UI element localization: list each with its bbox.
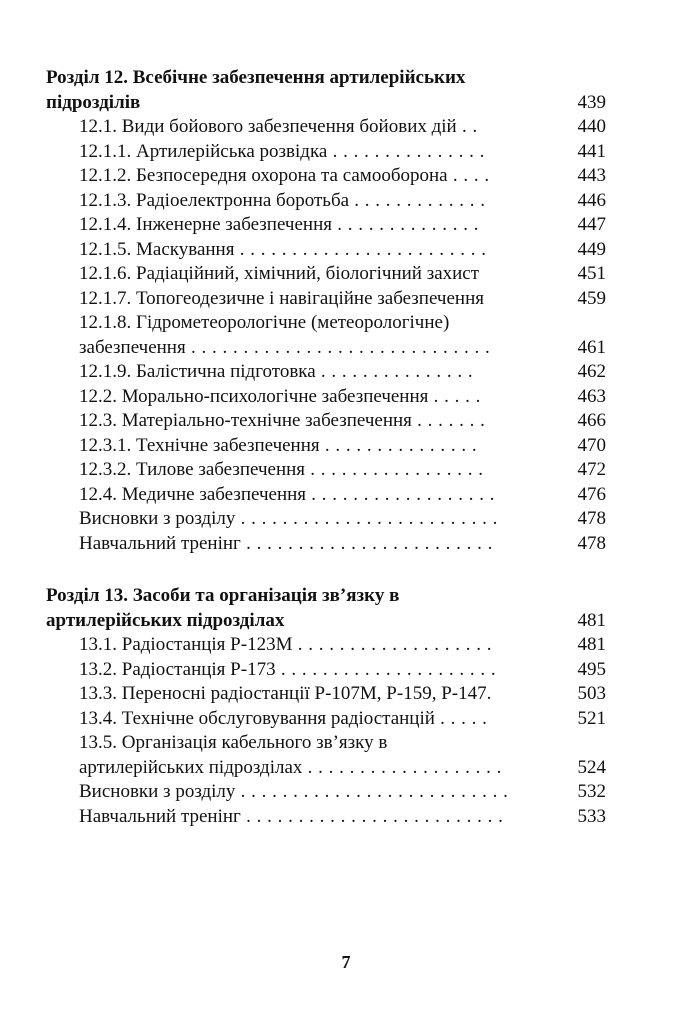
toc-entry[interactable] [46, 780, 606, 805]
section-title [46, 66, 606, 91]
toc-entry-title: 12.1.4. Інженерне забезпечення [79, 214, 332, 235]
toc-entry-title: 13.5. Організація кабельного зв’язку в [79, 732, 388, 753]
toc-entry-text [46, 239, 486, 260]
toc-entry-title: 12.1.8. Гідрометеорологічне (метеорологічне) [79, 312, 450, 333]
toc-entry-page: 476 [577, 483, 606, 505]
toc-entry-text [46, 288, 484, 309]
section-page-number: 481 [577, 609, 606, 631]
toc-entry-page: 447 [577, 214, 606, 235]
toc-entry-text [46, 634, 492, 655]
toc-entry-text [46, 190, 486, 211]
toc-entry[interactable] [46, 360, 606, 385]
toc-entry-text [46, 410, 485, 431]
toc-entry-text [46, 459, 484, 480]
section-title-continuation [46, 609, 606, 634]
toc-entry-title: 12.1. Види бойового забезпечення бойових дій [79, 116, 457, 137]
toc-entry-title: 12.3.2. Тилове забезпечення [79, 459, 306, 480]
dot-leader: . . . . . . . . . . . . . . . . . . . [302, 756, 502, 778]
dot-leader: . . . . . . . . . . . . . . . . . . . . . . . . . [235, 508, 498, 529]
toc-entry[interactable] [46, 311, 606, 336]
toc-entry-page: 461 [577, 336, 606, 358]
toc-entry-text [46, 806, 503, 827]
toc-entry[interactable] [46, 756, 606, 781]
dot-leader: . . . . . . . . . . . . . . . . . . [306, 483, 496, 505]
toc-entry-title: 12.1.5. Маскування [79, 238, 235, 260]
toc-entry-text [46, 361, 473, 382]
toc-entry-title: 12.1.9. Балістична підготовка [79, 361, 316, 382]
dot-leader: . . . . . . . . . . . . . . [331, 214, 479, 235]
dot-leader: . . . . . . . . . . . . . . . . . . . . . . . . [234, 238, 487, 260]
toc-entry-title: 12.2. Морально-психологічне забезпечення [79, 385, 429, 407]
toc-entry-title: 12.1.6. Радіаційний, хімічний, біологічний захист [79, 263, 480, 284]
toc-entry-title: 12.1.3. Радіоелектронна боротьба [79, 189, 350, 211]
toc-entry-text [46, 781, 508, 802]
toc-entry-text [46, 386, 481, 407]
dot-leader: . . . . . . . . . . . . . . . . . . . . . . . . . . . . . [185, 336, 491, 358]
toc-entry[interactable] [46, 213, 606, 238]
toc-entry-title: артилерійських підрозділах [79, 756, 303, 778]
toc-entry[interactable] [46, 262, 606, 287]
toc-entry[interactable] [46, 507, 606, 532]
toc-entry[interactable] [46, 409, 606, 434]
section-title-text: Розділ 12. Всебічне забезпечення артилерійських [46, 67, 466, 88]
dot-leader: . . . . . . . . . . . . . . . . . . . . . [275, 658, 497, 680]
page-number: 7 [341, 952, 351, 972]
toc-entry-title: 12.4. Медичне забезпечення [79, 483, 307, 505]
toc-entry[interactable] [46, 115, 606, 140]
toc-entry-page: 463 [577, 385, 606, 407]
toc-entry-title: Висновки з розділу [79, 781, 236, 802]
toc-entry[interactable] [46, 336, 606, 361]
section-title-continuation [46, 91, 606, 116]
toc-entry-page: 521 [577, 707, 606, 729]
section-title-text: Розділ 13. Засоби та організація зв’язку в [46, 585, 400, 606]
toc-entry[interactable] [46, 238, 606, 263]
toc-entry[interactable] [46, 532, 606, 557]
toc-entry-text [46, 732, 387, 753]
toc-entry-title: Навчальний тренінг [79, 805, 241, 827]
toc-entry-page: 440 [577, 116, 606, 137]
toc-entry-title: 12.1.7. Топогеодезичне і навігаційне забезпечення [79, 287, 484, 309]
toc-entry-title: забезпечення [79, 336, 186, 358]
toc-entry-text [46, 683, 491, 704]
toc-entry-text [46, 165, 490, 186]
toc-entry-title: 12.1.1. Артилерійська розвідка [79, 140, 328, 162]
toc-entry-page: 481 [577, 634, 606, 655]
toc-entry[interactable] [46, 164, 606, 189]
toc-entry[interactable] [46, 434, 606, 459]
toc-entry[interactable] [46, 805, 606, 830]
toc-entry-text [46, 708, 487, 729]
dot-leader: . . . . . . . . . . . . . . . [319, 434, 478, 456]
toc-entry[interactable] [46, 633, 606, 658]
toc-entry-text [46, 214, 479, 235]
dot-leader: . . . . . . . . . . . . . . . . . . . [292, 634, 492, 655]
toc-entry-text [46, 757, 502, 778]
toc-entry-page: 495 [577, 658, 606, 680]
toc-entry-page: 478 [577, 508, 606, 529]
toc-entry[interactable] [46, 458, 606, 483]
toc-entry-page: 459 [577, 287, 606, 309]
toc-entry-text [46, 508, 498, 529]
toc-entry-page: 472 [577, 459, 606, 480]
section-title-text: артилерійських підрозділах [46, 609, 285, 631]
dot-leader: . . . . . [434, 707, 488, 729]
toc-entry[interactable] [46, 385, 606, 410]
toc-entry-title: 13.1. Радіостанція Р-123М [79, 634, 293, 655]
dot-leader: . . . . . . . . . . . . . . . [315, 361, 474, 382]
toc-entry-title: 12.3. Матеріально-технічне забезпечення [79, 410, 412, 431]
toc-entry-title: 13.3. Переносні радіостанції Р-107М, Р-159, Р-147. [79, 683, 492, 704]
toc-entry-text [46, 435, 477, 456]
toc-entry[interactable] [46, 731, 606, 756]
toc-entry-page: 466 [577, 410, 606, 431]
toc-entry-text [46, 116, 478, 137]
dot-leader: . . . . . . . . . . . . . . . . . . . . . . . . . [240, 805, 504, 827]
toc-entry-page: 451 [577, 263, 606, 284]
dot-leader: . . . . . . . . . . . . . . . . . . . . . . . . . . [235, 781, 509, 802]
toc-entry-text [46, 337, 490, 358]
section-title [46, 584, 606, 609]
toc-entry-title: 12.3.1. Технічне забезпечення [79, 434, 320, 456]
toc-entry[interactable] [46, 483, 606, 508]
toc-entry[interactable] [46, 189, 606, 214]
toc-entry-text [46, 312, 449, 333]
toc-entry-text [46, 484, 495, 505]
toc-entry-title: 13.4. Технічне обслуговування радіостанцій [79, 707, 435, 729]
toc-entry-page: 443 [577, 165, 606, 186]
toc-entry-text [46, 659, 496, 680]
toc-entry-page: 441 [577, 140, 606, 162]
toc-entry-title: Висновки з розділу [79, 508, 236, 529]
dot-leader: . . [456, 116, 478, 137]
toc-entry-title: 13.2. Радіостанція Р-173 [79, 658, 276, 680]
toc-entry-page: 446 [577, 189, 606, 211]
dot-leader: . . . . [447, 165, 490, 186]
toc-entry-page: 478 [577, 532, 606, 554]
dot-leader: . . . . . . . . . . . . . [349, 189, 486, 211]
toc-entry-page: 533 [577, 805, 606, 827]
toc-entry[interactable] [46, 707, 606, 732]
toc-entry-text [46, 263, 479, 284]
toc-entry-title: 12.1.2. Безпосередня охорона та самооборона [79, 165, 448, 186]
dot-leader: . . . . . . . [411, 410, 486, 431]
toc-entry-page: 470 [577, 434, 606, 456]
toc-entry-title: Навчальний тренінг [79, 532, 241, 554]
toc-entry[interactable] [46, 140, 606, 165]
toc-entry-page: 503 [577, 683, 606, 704]
toc-entry-page: 449 [577, 238, 606, 260]
dot-leader: . . . . . . . . . . . . . . . [327, 140, 485, 162]
toc-entry-page: 462 [577, 361, 606, 382]
table-of-contents [46, 66, 606, 829]
toc-entry[interactable] [46, 682, 606, 707]
section-page-number: 439 [577, 91, 606, 113]
section-gap [46, 556, 606, 584]
toc-entry[interactable] [46, 658, 606, 683]
toc-entry-page: 532 [577, 781, 606, 802]
toc-entry-text [46, 141, 485, 162]
dot-leader: . . . . . . . . . . . . . . . . . . . . . . . . [240, 532, 493, 554]
toc-entry-text [46, 533, 493, 554]
toc-entry-page: 524 [577, 756, 606, 778]
section-title-text: підрозділів [46, 91, 141, 113]
dot-leader: . . . . . . . . . . . . . . . . . [305, 459, 484, 480]
dot-leader: . . . . . [428, 385, 481, 407]
toc-entry[interactable] [46, 287, 606, 312]
